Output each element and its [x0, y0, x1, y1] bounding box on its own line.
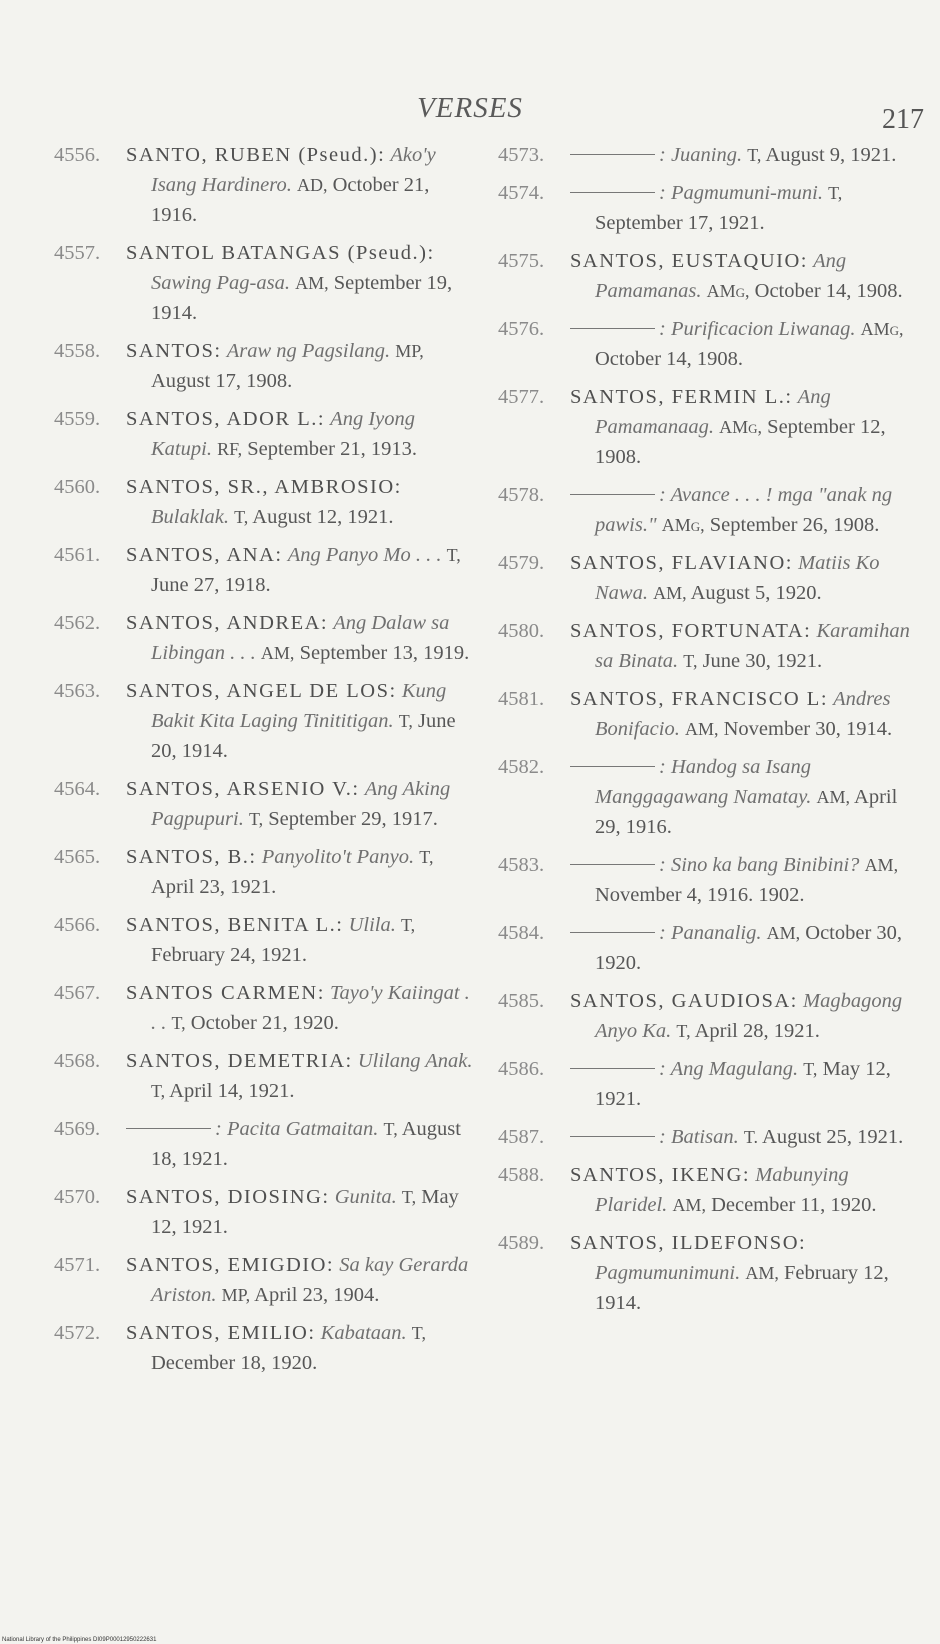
entry-title: : Batisan. [659, 1126, 739, 1148]
entry-author: SANTOS, EMILIO: [126, 1322, 316, 1344]
left-column [54, 140, 474, 1386]
bibliography-entry [54, 1114, 474, 1174]
ditto-dash [570, 328, 655, 329]
entry-title: Andres Bonifacio. [595, 688, 891, 740]
entry-number: 4565. [54, 846, 101, 868]
bibliography-entry [498, 986, 918, 1046]
entry-publication: T, [398, 711, 413, 731]
entry-date: August 5, 1920. [690, 582, 822, 604]
entry-number: 4570. [54, 1186, 101, 1208]
entry-author: SANTOS: [126, 340, 222, 362]
entry-number: 4577. [498, 386, 545, 408]
entry-publication: T, [401, 915, 416, 935]
entry-publication: AM, [816, 787, 851, 807]
entry-date: August 18, 1921. [151, 1118, 461, 1170]
footer-credit: National Library of the Philippines DI09P00012950222631 [2, 1637, 157, 1643]
ditto-dash [570, 1068, 655, 1069]
bibliography-entry [498, 1228, 918, 1318]
entry-number: 4584. [498, 922, 545, 944]
entry-title: Panyolito't Panyo. [261, 846, 415, 868]
entry-title: Ang Pamamanas. [595, 250, 847, 302]
entry-date: August 12, 1921. [252, 506, 394, 528]
entry-date: September 19, 1914. [151, 272, 453, 324]
entry-number: 4588. [498, 1164, 545, 1186]
entry-publication: T, [803, 1059, 818, 1079]
ditto-dash [570, 1136, 655, 1137]
entry-number: 4564. [54, 778, 101, 800]
entry-title: Ang Iyong Katupi. [151, 408, 415, 460]
entry-date: May 12, 1921. [595, 1058, 891, 1110]
entry-date: April 28, 1921. [694, 1020, 820, 1042]
entry-title: Ang Aking Pagpupuri. [151, 778, 451, 830]
bibliography-entry [498, 548, 918, 608]
bibliography-entry [54, 1250, 474, 1310]
entry-author: SANTOS, DEMETRIA: [126, 1050, 353, 1072]
entry-date: April 23, 1921. [151, 876, 277, 898]
entry-date: December 18, 1920. [151, 1352, 318, 1374]
ditto-dash [570, 192, 655, 193]
entry-title: Magbagong Anyo Ka. [595, 990, 903, 1042]
entry-publication: T, [171, 1013, 186, 1033]
entry-date: June 20, 1914. [151, 710, 456, 762]
entry-author: SANTOS, FLAVIANO: [570, 552, 793, 574]
entry-number: 4557. [54, 242, 101, 264]
entry-number: 4574. [498, 182, 545, 204]
entry-author: SANTOS, ILDEFONSO: [570, 1232, 807, 1254]
entry-date: September 26, 1908. [709, 514, 880, 536]
bibliography-entry [498, 616, 918, 676]
bibliography-entry [498, 918, 918, 978]
bibliography-entry [54, 774, 474, 834]
entry-title: Araw ng Pagsilang. [226, 340, 391, 362]
entry-number: 4567. [54, 982, 101, 1004]
entry-title: Kung Bakit Kita Laging Tinititigan. [151, 680, 447, 732]
bibliography-entry [54, 472, 474, 532]
bibliography-entry [498, 382, 918, 472]
entry-title: Bulaklak. [151, 506, 229, 528]
entry-date: April 23, 1904. [254, 1284, 380, 1306]
bibliography-entry [54, 140, 474, 230]
entry-date: August 17, 1908. [151, 370, 293, 392]
entry-publication: AMg, [719, 417, 763, 437]
entry-date: June 27, 1918. [151, 574, 271, 596]
entry-date: August 9, 1921. [765, 144, 897, 166]
entry-number: 4586. [498, 1058, 545, 1080]
entry-title: : Sino ka bang Binibini? [659, 854, 860, 876]
entry-title: Sa kay Gerarda Ariston. [151, 1254, 469, 1306]
entry-publication: AM, [864, 855, 899, 875]
entry-number: 4583. [498, 854, 545, 876]
entry-title: : Avance . . . ! mga "anak ng pawis." [595, 484, 893, 536]
entry-publication: MP, [395, 341, 424, 361]
entry-author: SANTOS, ANGEL DE LOS: [126, 680, 397, 702]
entry-date: August 25, 1921. [762, 1126, 904, 1148]
entry-number: 4573. [498, 144, 545, 166]
entry-publication: AM, [745, 1263, 779, 1283]
bibliography-entry [498, 246, 918, 306]
running-head: VERSES [417, 92, 523, 124]
entry-number: 4561. [54, 544, 101, 566]
bibliography-entry [54, 1046, 474, 1106]
entry-number: 4571. [54, 1254, 101, 1276]
entry-author: SANTOS, EMIGDIO: [126, 1254, 335, 1276]
entry-publication: T, [411, 1323, 426, 1343]
entry-date: February 24, 1921. [151, 944, 308, 966]
entry-publication: AM, [653, 583, 687, 603]
entry-number: 4556. [54, 144, 101, 166]
entry-publication: AD, [296, 175, 328, 195]
entry-number: 4572. [54, 1322, 101, 1344]
entry-publication: T. [743, 1127, 759, 1147]
ditto-dash [570, 932, 655, 933]
bibliography-entry [54, 676, 474, 766]
bibliography-entry [54, 1182, 474, 1242]
entry-title: : Juaning. [659, 144, 743, 166]
entry-date: April 29, 1916. [595, 786, 898, 838]
bibliography-entry [54, 1318, 474, 1378]
entry-number: 4558. [54, 340, 101, 362]
entry-publication: T, [828, 183, 843, 203]
entry-date: October 30, 1920. [595, 922, 903, 974]
entry-number: 4566. [54, 914, 101, 936]
entry-publication: T, [401, 1187, 417, 1207]
entry-author: SANTOS, EUSTAQUIO: [570, 250, 808, 272]
bibliography-entry [54, 238, 474, 328]
entry-number: 4568. [54, 1050, 101, 1072]
entry-author: SANTOS, ARSENIO V.: [126, 778, 360, 800]
entry-number: 4559. [54, 408, 101, 430]
entry-author: SANTOS, DIOSING: [126, 1186, 330, 1208]
entry-publication: AM, [260, 643, 295, 663]
entry-title: : Ang Magulang. [659, 1058, 799, 1080]
entry-author: SANTOS CARMEN: [126, 982, 325, 1004]
entry-title: Ang Panyo Mo . . . [287, 544, 442, 566]
entry-title: Gunita. [334, 1186, 397, 1208]
bibliography-entry [498, 684, 918, 744]
entry-author: SANTOS, ANA: [126, 544, 283, 566]
entry-date: September 17, 1921. [595, 212, 765, 234]
entry-date: June 30, 1921. [702, 650, 823, 672]
entry-title: Karamihan sa Binata. [595, 620, 910, 672]
entry-title: : Pagmumuni-muni. [659, 182, 823, 204]
entry-number: 4575. [498, 250, 545, 272]
entry-title: : Pananalig. [659, 922, 762, 944]
entry-publication: RF, [217, 439, 243, 459]
entry-title: : Pacita Gatmaitan. [215, 1118, 379, 1140]
entry-date: October 14, 1908. [754, 280, 903, 302]
entry-author: SANTOS, B.: [126, 846, 257, 868]
bibliography-entry [498, 850, 918, 910]
entry-publication: T, [383, 1119, 398, 1139]
entry-date: October 21, 1916. [151, 174, 430, 226]
entry-title: : Purificacion Liwanag. [659, 318, 856, 340]
entry-publication: T, [151, 1081, 166, 1101]
entry-title: Mabunying Plaridel. [595, 1164, 849, 1216]
entry-number: 4589. [498, 1232, 545, 1254]
entry-number: 4582. [498, 756, 545, 778]
bibliography-entry [498, 1122, 918, 1152]
ditto-dash [570, 864, 655, 865]
entry-number: 4581. [498, 688, 545, 710]
page-number: 217 [882, 104, 924, 135]
entry-number: 4560. [54, 476, 101, 498]
entry-date: November 30, 1914. [723, 718, 893, 740]
entry-title: Ulilang Anak. [357, 1050, 473, 1072]
entry-date: December 11, 1920. [711, 1194, 877, 1216]
entry-publication: T, [683, 651, 698, 671]
entry-date: September 29, 1917. [268, 808, 438, 830]
entry-date: September 12, 1908. [595, 416, 886, 468]
entry-publication: T, [234, 507, 249, 527]
entry-author: SANTOS, FRANCISCO L: [570, 688, 829, 710]
entry-date: November 4, 1916. 1902. [595, 884, 805, 906]
entry-number: 4562. [54, 612, 101, 634]
bibliography-entry [54, 608, 474, 668]
entry-title: Sawing Pag-asa. [151, 272, 290, 294]
entry-author: SANTOS, FERMIN L.: [570, 386, 793, 408]
entry-publication: T, [676, 1021, 691, 1041]
entry-date: September 13, 1919. [299, 642, 470, 664]
entry-publication: AMg, [706, 281, 750, 301]
entry-author: SANTOS, ANDREA: [126, 612, 329, 634]
ditto-dash [126, 1128, 211, 1129]
entry-date: February 12, 1914. [595, 1262, 889, 1314]
entry-number: 4579. [498, 552, 545, 574]
entry-publication: T, [747, 145, 762, 165]
entry-author: SANTO, RUBEN (Pseud.): [126, 144, 386, 166]
entry-number: 4580. [498, 620, 545, 642]
bibliography-entry [498, 140, 918, 170]
entry-date: October 14, 1908. [595, 348, 744, 370]
entry-title: Tayo'y Kaiingat . . . [151, 982, 470, 1034]
entry-title: Matiis Ko Nawa. [595, 552, 880, 604]
entry-publication: T, [446, 545, 461, 565]
bibliography-entry [54, 540, 474, 600]
bibliography-entry [54, 910, 474, 970]
bibliography-entry [498, 1160, 918, 1220]
entry-date: April 14, 1921. [169, 1080, 295, 1102]
entry-title: Ako'y Isang Hardinero. [151, 144, 436, 196]
entry-author: SANTOS, GAUDIOSA: [570, 990, 798, 1012]
bibliography-entry [498, 480, 918, 540]
entry-date: September 21, 1913. [247, 438, 417, 460]
bibliography-entry [54, 978, 474, 1038]
entry-publication: AM, [295, 273, 329, 293]
entry-author: SANTOL BATANGAS (Pseud.): [126, 242, 435, 264]
entry-number: 4585. [498, 990, 545, 1012]
entry-number: 4563. [54, 680, 101, 702]
bibliography-entry [54, 404, 474, 464]
entry-publication: AMg, [860, 319, 904, 339]
entry-number: 4587. [498, 1126, 545, 1148]
entry-author: SANTOS, ADOR L.: [126, 408, 326, 430]
entry-date: October 21, 1920. [190, 1012, 339, 1034]
entry-title: Ang Dalaw sa Libingan . . . [151, 612, 450, 664]
entry-title: Ang Pamamanaag. [595, 386, 831, 438]
entry-author: SANTOS, IKENG: [570, 1164, 751, 1186]
entry-number: 4576. [498, 318, 545, 340]
entry-publication: AM, [672, 1195, 706, 1215]
entry-title: Pagmumunimuni. [595, 1262, 741, 1284]
entry-number: 4578. [498, 484, 545, 506]
ditto-dash [570, 154, 655, 155]
entry-author: SANTOS, SR., AMBROSIO: [126, 476, 402, 498]
entry-author: SANTOS, FORTUNATA: [570, 620, 812, 642]
entry-date: May 12, 1921. [151, 1186, 459, 1238]
entry-number: 4569. [54, 1118, 101, 1140]
entry-title: Kabataan. [320, 1322, 407, 1344]
entry-publication: T, [419, 847, 434, 867]
ditto-dash [570, 494, 655, 495]
ditto-dash [570, 766, 655, 767]
entry-publication: AM, [766, 923, 801, 943]
bibliography-entry [54, 842, 474, 902]
entry-title: Ulila. [348, 914, 396, 936]
entry-title: : Handog sa Isang Manggagawang Namatay. [595, 756, 812, 808]
bibliography-entry [498, 752, 918, 842]
right-column [498, 140, 918, 1326]
bibliography-entry [54, 336, 474, 396]
bibliography-entry [498, 314, 918, 374]
entry-publication: MP, [221, 1285, 251, 1305]
bibliography-entry [498, 1054, 918, 1114]
entry-publication: AMg, [661, 515, 705, 535]
entry-publication: AM, [684, 719, 719, 739]
bibliography-entry [498, 178, 918, 238]
entry-author: SANTOS, BENITA L.: [126, 914, 344, 936]
entry-publication: T, [248, 809, 264, 829]
